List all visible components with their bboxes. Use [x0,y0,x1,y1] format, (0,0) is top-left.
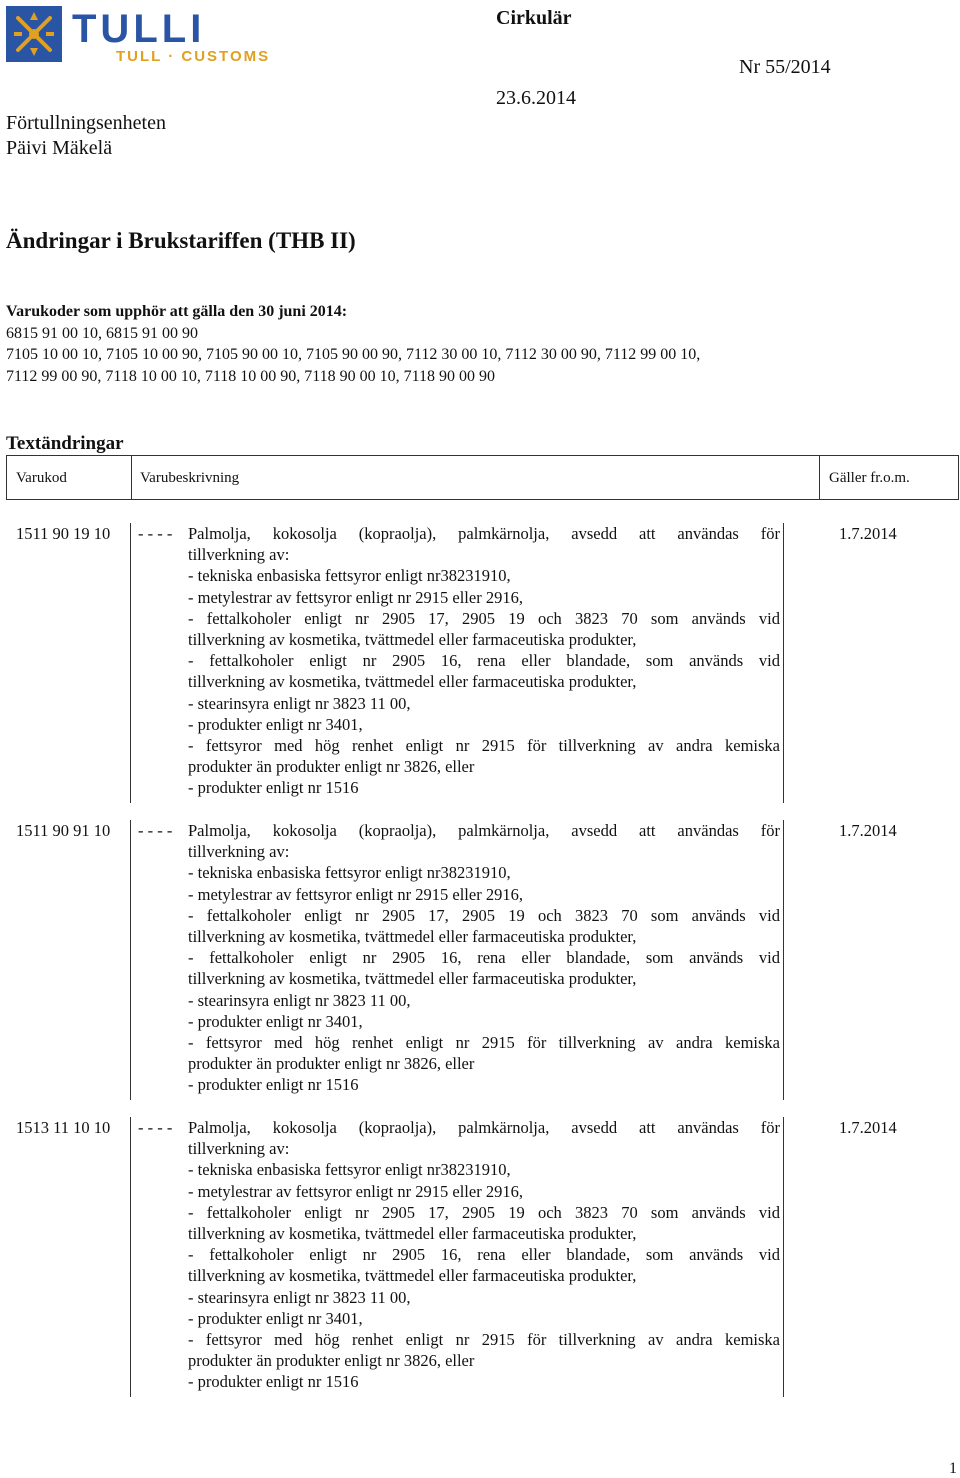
row-code: 1513 11 10 10 [16,1118,111,1137]
customs-logo [6,6,298,64]
ceased-codes-line: 7112 99 00 90, 7118 10 00 10, 7118 10 00 90, 7118 90 00 10, 7118 90 00 90 [6,367,496,385]
row-description [138,523,780,799]
column-header-code: Varukod [16,470,67,486]
row-description-line: produkter än produkter enligt nr 3826, eller [188,1351,475,1371]
page-number: 1 [949,1460,957,1477]
row-description-line: - metylestrar av fettsyror enligt nr 2915 eller 2916, [188,884,523,904]
row-description-line: tillverkning av kosmetika, tvättmedel eller farmaceutiska produkter, [188,630,637,650]
row-dashes: - - - - [138,821,173,840]
ceased-codes-heading: Varukoder som upphör att gälla den 30 juni 2014: [6,303,348,320]
row-description-line: - tekniska enbasiska fettsyror enligt nr38231910, [188,566,511,586]
customs-emblem-icon [6,6,298,64]
row-code: 1511 90 91 10 [16,821,111,840]
row-description-line: - fettsyror med hög renhet enligt nr 2915 för tillverkning av andra kemiska [188,1033,780,1053]
logo-subtext: TULL · CUSTOMS [116,48,271,64]
row-description-line: - tekniska enbasiska fettsyror enligt nr38231910, [188,863,511,883]
row-description-line: - fettalkoholer enligt nr 2905 16, rena eller blandade, som används vid [188,651,780,671]
logo-text: TULLI [72,7,206,51]
column-divider [819,456,820,499]
row-description-line: - produkter enligt nr 1516 [188,778,359,798]
row-valid-from: 1.7.2014 [839,821,897,840]
column-divider [783,1117,784,1397]
column-divider [130,1117,131,1397]
row-description-line: - stearinsyra enligt nr 3823 11 00, [188,990,411,1010]
column-divider [783,820,784,1100]
row-dashes: - - - - [138,1118,173,1137]
ceased-codes-section [6,301,946,387]
row-description [138,820,780,1096]
row-description-line: - fettsyror med hög renhet enligt nr 2915 för tillverkning av andra kemiska [188,1330,780,1350]
row-description-line: - metylestrar av fettsyror enligt nr 2915 eller 2916, [188,587,523,607]
row-description-line: tillverkning av: [188,1139,290,1159]
row-dashes: - - - - [138,524,173,543]
row-description-line: - produkter enligt nr 1516 [188,1372,359,1392]
text-changes-heading: Textändringar [6,433,124,454]
row-description-line: - produkter enligt nr 1516 [188,1075,359,1095]
row-description-line: produkter än produkter enligt nr 3826, eller [188,1054,475,1074]
row-description-line: tillverkning av kosmetika, tvättmedel eller farmaceutiska produkter, [188,672,637,692]
row-description-line: - fettalkoholer enligt nr 2905 17, 2905 19 och 3823 70 som används vid [188,905,780,925]
column-divider [131,456,132,499]
row-valid-from: 1.7.2014 [839,524,897,543]
row-description-first-line: Palmolja, kokosolja (kopraolja), palmkärnolja, avsedd att användas för [188,1118,780,1137]
row-description-line: tillverkning av kosmetika, tvättmedel eller farmaceutiska produkter, [188,1266,637,1286]
row-description-line: - fettalkoholer enligt nr 2905 16, rena eller blandade, som används vid [188,1245,780,1265]
row-description-line: - produkter enligt nr 3401, [188,1011,363,1031]
row-description-line: - stearinsyra enligt nr 3823 11 00, [188,1287,411,1307]
row-description-line: produkter än produkter enligt nr 3826, eller [188,757,475,777]
document-date: 23.6.2014 [496,87,576,109]
row-description-line: - fettalkoholer enligt nr 2905 16, rena eller blandade, som används vid [188,948,780,968]
row-description-line: - stearinsyra enligt nr 3823 11 00, [188,693,411,713]
sender-unit: Förtullningsenheten [6,112,166,134]
row-description-line: - fettsyror med hög renhet enligt nr 2915 för tillverkning av andra kemiska [188,736,780,756]
sender-name: Päivi Mäkelä [6,137,113,159]
row-description-line: tillverkning av: [188,545,290,565]
row-description-line: tillverkning av kosmetika, tvättmedel eller farmaceutiska produkter, [188,927,637,947]
row-description-line: - metylestrar av fettsyror enligt nr 2915 eller 2916, [188,1181,523,1201]
row-description-line: tillverkning av kosmetika, tvättmedel eller farmaceutiska produkter, [188,1224,637,1244]
column-divider [130,523,131,803]
row-description-line: - tekniska enbasiska fettsyror enligt nr38231910, [188,1160,511,1180]
row-valid-from: 1.7.2014 [839,1118,897,1137]
document-type: Cirkulär [496,7,572,29]
ceased-codes-line: 7105 10 00 10, 7105 10 00 90, 7105 90 00 10, 7105 90 00 90, 7112 30 00 10, 7112 30 00 90, 7112 99 00 10, [6,346,701,363]
row-description-line: - produkter enligt nr 3401, [188,1308,363,1328]
row-description-line: - produkter enligt nr 3401, [188,714,363,734]
row-description-line: tillverkning av: [188,842,290,862]
row-description [138,1117,780,1393]
table-header [6,455,959,500]
row-description-line: - fettalkoholer enligt nr 2905 17, 2905 19 och 3823 70 som används vid [188,1202,780,1222]
row-description-first-line: Palmolja, kokosolja (kopraolja), palmkärnolja, avsedd att användas för [188,821,780,840]
row-description-line: tillverkning av kosmetika, tvättmedel eller farmaceutiska produkter, [188,969,637,989]
row-description-line: - fettalkoholer enligt nr 2905 17, 2905 19 och 3823 70 som används vid [188,608,780,628]
sender-block [6,111,166,161]
column-divider [783,523,784,803]
column-header-description: Varubeskrivning [140,470,240,486]
row-description-first-line: Palmolja, kokosolja (kopraolja), palmkärnolja, avsedd att användas för [188,524,780,543]
page-title: Ändringar i Brukstariffen (THB II) [6,228,356,253]
document-number: Nr 55/2014 [739,56,831,78]
row-code: 1511 90 19 10 [16,524,111,543]
ceased-codes-line: 6815 91 00 10, 6815 91 00 90 [6,324,198,342]
column-header-valid-from: Gäller fr.o.m. [829,470,910,486]
column-divider [130,820,131,1100]
